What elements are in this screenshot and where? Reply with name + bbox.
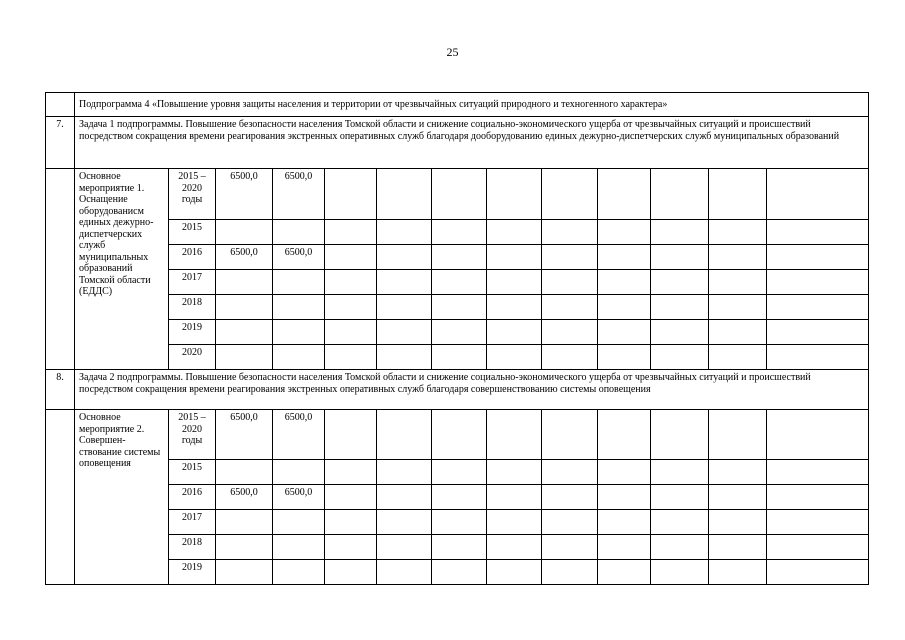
value-cell (273, 220, 325, 245)
value-cell (216, 220, 273, 245)
empty-cell (709, 560, 767, 585)
empty-cell (542, 270, 598, 295)
empty-cell (377, 535, 432, 560)
year-row (46, 345, 869, 370)
empty-cell (487, 560, 542, 585)
empty-cell (651, 320, 709, 345)
year-cell: 2019 (169, 560, 216, 585)
year-cell: 2015 (169, 220, 216, 245)
empty-cell (542, 345, 598, 370)
empty-cell (432, 460, 487, 485)
empty-cell (432, 345, 487, 370)
empty-cell (651, 345, 709, 370)
empty-cell (542, 220, 598, 245)
empty-cell (377, 169, 432, 220)
value-cell (273, 460, 325, 485)
value-cell: 6500,0 (216, 245, 273, 270)
empty-cell (767, 270, 869, 295)
empty-cell (325, 345, 377, 370)
empty-cell (377, 460, 432, 485)
value-cell (216, 560, 273, 585)
empty-cell (487, 460, 542, 485)
empty-cell (651, 510, 709, 535)
program-table (45, 92, 869, 585)
value-cell (216, 345, 273, 370)
measure-row (46, 169, 869, 220)
empty-cell (432, 270, 487, 295)
empty-cell (377, 245, 432, 270)
empty-cell (325, 320, 377, 345)
value-cell: 6500,0 (273, 410, 325, 460)
empty-cell (325, 270, 377, 295)
empty-cell (542, 485, 598, 510)
value-cell: 6500,0 (273, 485, 325, 510)
value-cell (273, 270, 325, 295)
empty-cell (432, 535, 487, 560)
value-cell (273, 535, 325, 560)
empty-cell (709, 220, 767, 245)
empty-cell (651, 295, 709, 320)
empty-cell (767, 320, 869, 345)
page-number: 25 (446, 45, 459, 59)
empty-cell (651, 485, 709, 510)
value-cell (216, 460, 273, 485)
empty-cell (377, 560, 432, 585)
empty-cell (542, 560, 598, 585)
empty-cell (487, 510, 542, 535)
empty-cell (709, 270, 767, 295)
year-cell: 2015 – 2020 годы (169, 169, 216, 220)
empty-cell (709, 320, 767, 345)
year-row (46, 270, 869, 295)
empty-cell (325, 410, 377, 460)
empty-cell (325, 510, 377, 535)
empty-cell (767, 169, 869, 220)
empty-cell (542, 510, 598, 535)
empty-cell (487, 169, 542, 220)
empty-cell (487, 295, 542, 320)
empty-cell (767, 245, 869, 270)
empty-cell (598, 320, 651, 345)
empty-cell (377, 410, 432, 460)
empty-cell (651, 220, 709, 245)
empty-cell (432, 320, 487, 345)
empty-cell (598, 270, 651, 295)
year-row (46, 535, 869, 560)
empty-cell (767, 220, 869, 245)
empty-cell (709, 460, 767, 485)
empty-cell (542, 169, 598, 220)
empty-cell (325, 560, 377, 585)
task-row (46, 370, 869, 410)
value-cell (216, 320, 273, 345)
empty-cell (767, 510, 869, 535)
empty-cell (767, 345, 869, 370)
year-row (46, 320, 869, 345)
empty-cell (598, 485, 651, 510)
empty-cell (598, 560, 651, 585)
year-cell: 2016 (169, 485, 216, 510)
empty-cell (377, 485, 432, 510)
year-row (46, 220, 869, 245)
value-cell (216, 535, 273, 560)
empty-cell (709, 510, 767, 535)
year-row (46, 510, 869, 535)
empty-cell (767, 460, 869, 485)
empty-cell (377, 510, 432, 535)
empty-cell (432, 295, 487, 320)
value-cell (216, 510, 273, 535)
empty-cell (709, 410, 767, 460)
value-cell: 6500,0 (216, 485, 273, 510)
empty-cell (651, 410, 709, 460)
value-cell (216, 295, 273, 320)
empty-cell (651, 560, 709, 585)
empty-cell (709, 245, 767, 270)
empty-cell (325, 169, 377, 220)
empty-cell (46, 93, 75, 117)
measure-name: Основное мероприятие 2. Совершен-ствование системы оповещения (75, 410, 169, 585)
empty-cell (487, 345, 542, 370)
empty-cell (325, 460, 377, 485)
empty-cell (432, 510, 487, 535)
empty-cell (767, 560, 869, 585)
year-cell: 2017 (169, 270, 216, 295)
empty-cell (542, 535, 598, 560)
empty-cell (432, 410, 487, 460)
empty-cell (767, 410, 869, 460)
empty-cell (709, 169, 767, 220)
empty-cell (709, 345, 767, 370)
task-number: 8. (46, 370, 75, 410)
empty-cell (709, 535, 767, 560)
empty-cell (487, 220, 542, 245)
empty-cell (325, 295, 377, 320)
empty-cell (651, 245, 709, 270)
value-cell (273, 320, 325, 345)
empty-cell (325, 485, 377, 510)
empty-cell (542, 460, 598, 485)
empty-cell (325, 535, 377, 560)
empty-cell (598, 460, 651, 485)
empty-cell (598, 169, 651, 220)
value-cell: 6500,0 (273, 169, 325, 220)
empty-cell (325, 220, 377, 245)
value-cell: 6500,0 (273, 245, 325, 270)
empty-cell (598, 510, 651, 535)
empty-cell (542, 410, 598, 460)
task-description: Задача 1 подпрограммы. Повышение безопасности населения Томской области и снижение социально-экономического ущерба от чрезвычайных ситуаций и происшествий посредством сокращения времени реагирования экстренных оперативных служб благодаря дооборудованию единых дежурно-диспетчерских служб муниципальных образований (75, 117, 869, 169)
empty-cell (767, 485, 869, 510)
empty-cell (377, 295, 432, 320)
value-cell: 6500,0 (216, 169, 273, 220)
empty-cell (598, 295, 651, 320)
measure-row (46, 410, 869, 460)
value-cell (273, 510, 325, 535)
empty-cell (542, 245, 598, 270)
empty-cell (598, 245, 651, 270)
empty-cell (598, 345, 651, 370)
empty-cell (542, 320, 598, 345)
empty-cell (651, 169, 709, 220)
empty-cell (377, 320, 432, 345)
subprogram-header-row (46, 93, 869, 117)
empty-cell (651, 460, 709, 485)
empty-cell (487, 485, 542, 510)
year-cell: 2018 (169, 295, 216, 320)
year-cell: 2017 (169, 510, 216, 535)
empty-cell (598, 535, 651, 560)
empty-cell (598, 410, 651, 460)
task-description: Задача 2 подпрограммы. Повышение безопасности населения Томской области и снижение социально-экономического ущерба от чрезвычайных ситуаций и происшествий посредством сокращения времени реагирования экстренных оперативных служб благодаря совершенствованию системы оповещения (75, 370, 869, 410)
value-cell (273, 560, 325, 585)
year-cell: 2016 (169, 245, 216, 270)
empty-cell (767, 295, 869, 320)
empty-cell (432, 220, 487, 245)
empty-cell (487, 320, 542, 345)
year-cell: 2020 (169, 345, 216, 370)
empty-cell (487, 245, 542, 270)
empty-cell (377, 270, 432, 295)
empty-cell (767, 535, 869, 560)
empty-cell (377, 220, 432, 245)
empty-cell (377, 345, 432, 370)
empty-cell (432, 169, 487, 220)
empty-cell (487, 535, 542, 560)
empty-cell (325, 245, 377, 270)
empty-cell (487, 410, 542, 460)
empty-cell (432, 560, 487, 585)
empty-cell (709, 295, 767, 320)
year-row (46, 460, 869, 485)
year-cell: 2018 (169, 535, 216, 560)
task-row (46, 117, 869, 169)
value-cell (273, 295, 325, 320)
empty-cell (487, 270, 542, 295)
empty-cell (432, 245, 487, 270)
year-row (46, 295, 869, 320)
empty-cell (46, 410, 75, 585)
year-cell: 2015 – 2020 годы (169, 410, 216, 460)
empty-cell (651, 270, 709, 295)
empty-cell (542, 295, 598, 320)
empty-cell (651, 535, 709, 560)
task-number: 7. (46, 117, 75, 169)
subprogram-title: Подпрограмма 4 «Повышение уровня защиты населения и территории от чрезвычайных ситуаций природного и техногенного характера» (75, 93, 869, 117)
year-row (46, 245, 869, 270)
empty-cell (432, 485, 487, 510)
year-cell: 2019 (169, 320, 216, 345)
measure-name: Основное мероприятие 1. Оснащение оборудованисм единых дежурно-диспетчерских служб муниципальных образований Томской области (ЕДДС) (75, 169, 169, 370)
value-cell (216, 270, 273, 295)
value-cell (273, 345, 325, 370)
year-row (46, 560, 869, 585)
empty-cell (598, 220, 651, 245)
value-cell: 6500,0 (216, 410, 273, 460)
empty-cell (46, 169, 75, 370)
year-row (46, 485, 869, 510)
year-cell: 2015 (169, 460, 216, 485)
empty-cell (709, 485, 767, 510)
